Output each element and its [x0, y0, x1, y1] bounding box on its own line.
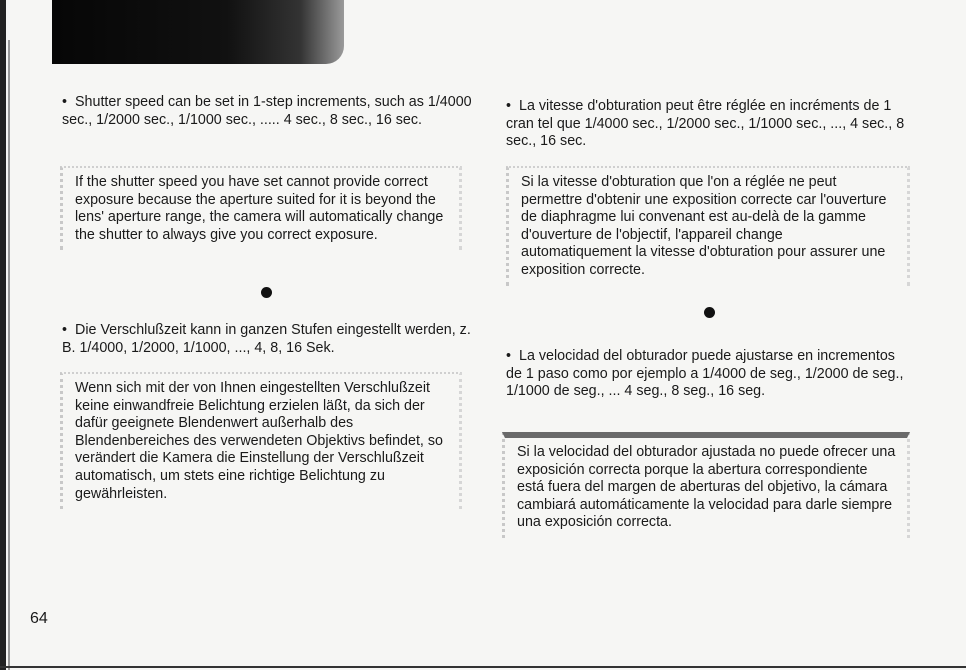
- french-section: [506, 98, 910, 151]
- english-note-text: If the shutter speed you have set cannot provide correct exposure because the aperture suited for it is beyond the lens' aperture range, the camera will automatically change the shutter to always give you correct exposure.: [75, 174, 444, 243]
- bottom-rule: [0, 666, 966, 668]
- page-number: 64: [30, 610, 48, 627]
- german-note-text: Wenn sich mit der von Ihnen eingestellten Verschlußzeit keine einwandfreie Belichtung erzielen läßt, da sich der dafür geeignete Blendenwert außerhalb des Blendenbereiches des verwendeten Objektivs befindet, so verändert die Kamera die Einstellung der Verschlußzeit automatisch, um stets eine richtige Belichtung zu gewährleisten.: [75, 380, 443, 502]
- header-bar: [52, 0, 344, 64]
- spanish-note: [502, 432, 910, 538]
- section-divider-dot-left: [261, 287, 272, 298]
- page-binding-shadow: [8, 40, 10, 670]
- french-bullet-text: La vitesse d'obturation peut être réglée en incréments de 1 cran tel que 1/4000 sec., 1/2000 sec., 1/1000 sec., ..., 4 sec., 8 sec., 16 sec.: [506, 98, 905, 150]
- bullet-icon: •: [62, 322, 68, 338]
- german-note-box: [60, 372, 462, 509]
- spanish-section: [506, 348, 910, 401]
- spanish-note-text: Si la velocidad del obturador ajustada no puede ofrecer una exposición correcta porque la abertura correspondiente está fuera del margen de aberturas del objetivo, la cámara cambiará automáticamente la velocidad para darle siempre una exposición correcta.: [517, 444, 896, 531]
- german-note: [60, 372, 462, 509]
- french-note: [506, 166, 910, 286]
- english-section: [62, 94, 474, 129]
- spanish-bullet-paragraph: [506, 348, 910, 401]
- bullet-icon: •: [506, 348, 512, 364]
- english-bullet-paragraph: [62, 94, 474, 129]
- german-section: [62, 322, 474, 357]
- english-bullet-text: Shutter speed can be set in 1-step increments, such as 1/4000 sec., 1/2000 sec., 1/1000 sec., ..... 4 sec., 8 sec., 16 sec.: [62, 94, 472, 128]
- german-bullet-text: Die Verschlußzeit kann in ganzen Stufen eingestellt werden, z. B. 1/4000, 1/2000, 1/1000, ..., 4, 8, 16 Sek.: [62, 322, 471, 356]
- bullet-icon: •: [506, 98, 512, 114]
- french-note-text: Si la vitesse d'obturation que l'on a réglée ne peut permettre d'obtenir une exposition correcte car l'ouverture de diaphragme lui convenant est au-delà de la gamme d'ouverture de l'objectif, l'appareil change automatiquement la vitesse d'obturation pour assurer une exposition correcte.: [521, 174, 887, 278]
- spanish-note-box: [502, 432, 910, 538]
- page-binding-edge: [0, 0, 6, 670]
- english-note-box: [60, 166, 462, 250]
- bullet-icon: •: [62, 94, 68, 110]
- french-bullet-paragraph: [506, 98, 910, 151]
- section-divider-dot-right: [704, 307, 715, 318]
- french-note-box: [506, 166, 910, 286]
- spanish-bullet-text: La velocidad del obturador puede ajustarse en incrementos de 1 paso como por ejemplo a 1/4000 de seg., 1/2000 de seg., 1/1000 de seg., ... 4 seg., 8 seg., 16 seg.: [506, 348, 904, 400]
- german-bullet-paragraph: [62, 322, 474, 357]
- english-note: [60, 166, 462, 250]
